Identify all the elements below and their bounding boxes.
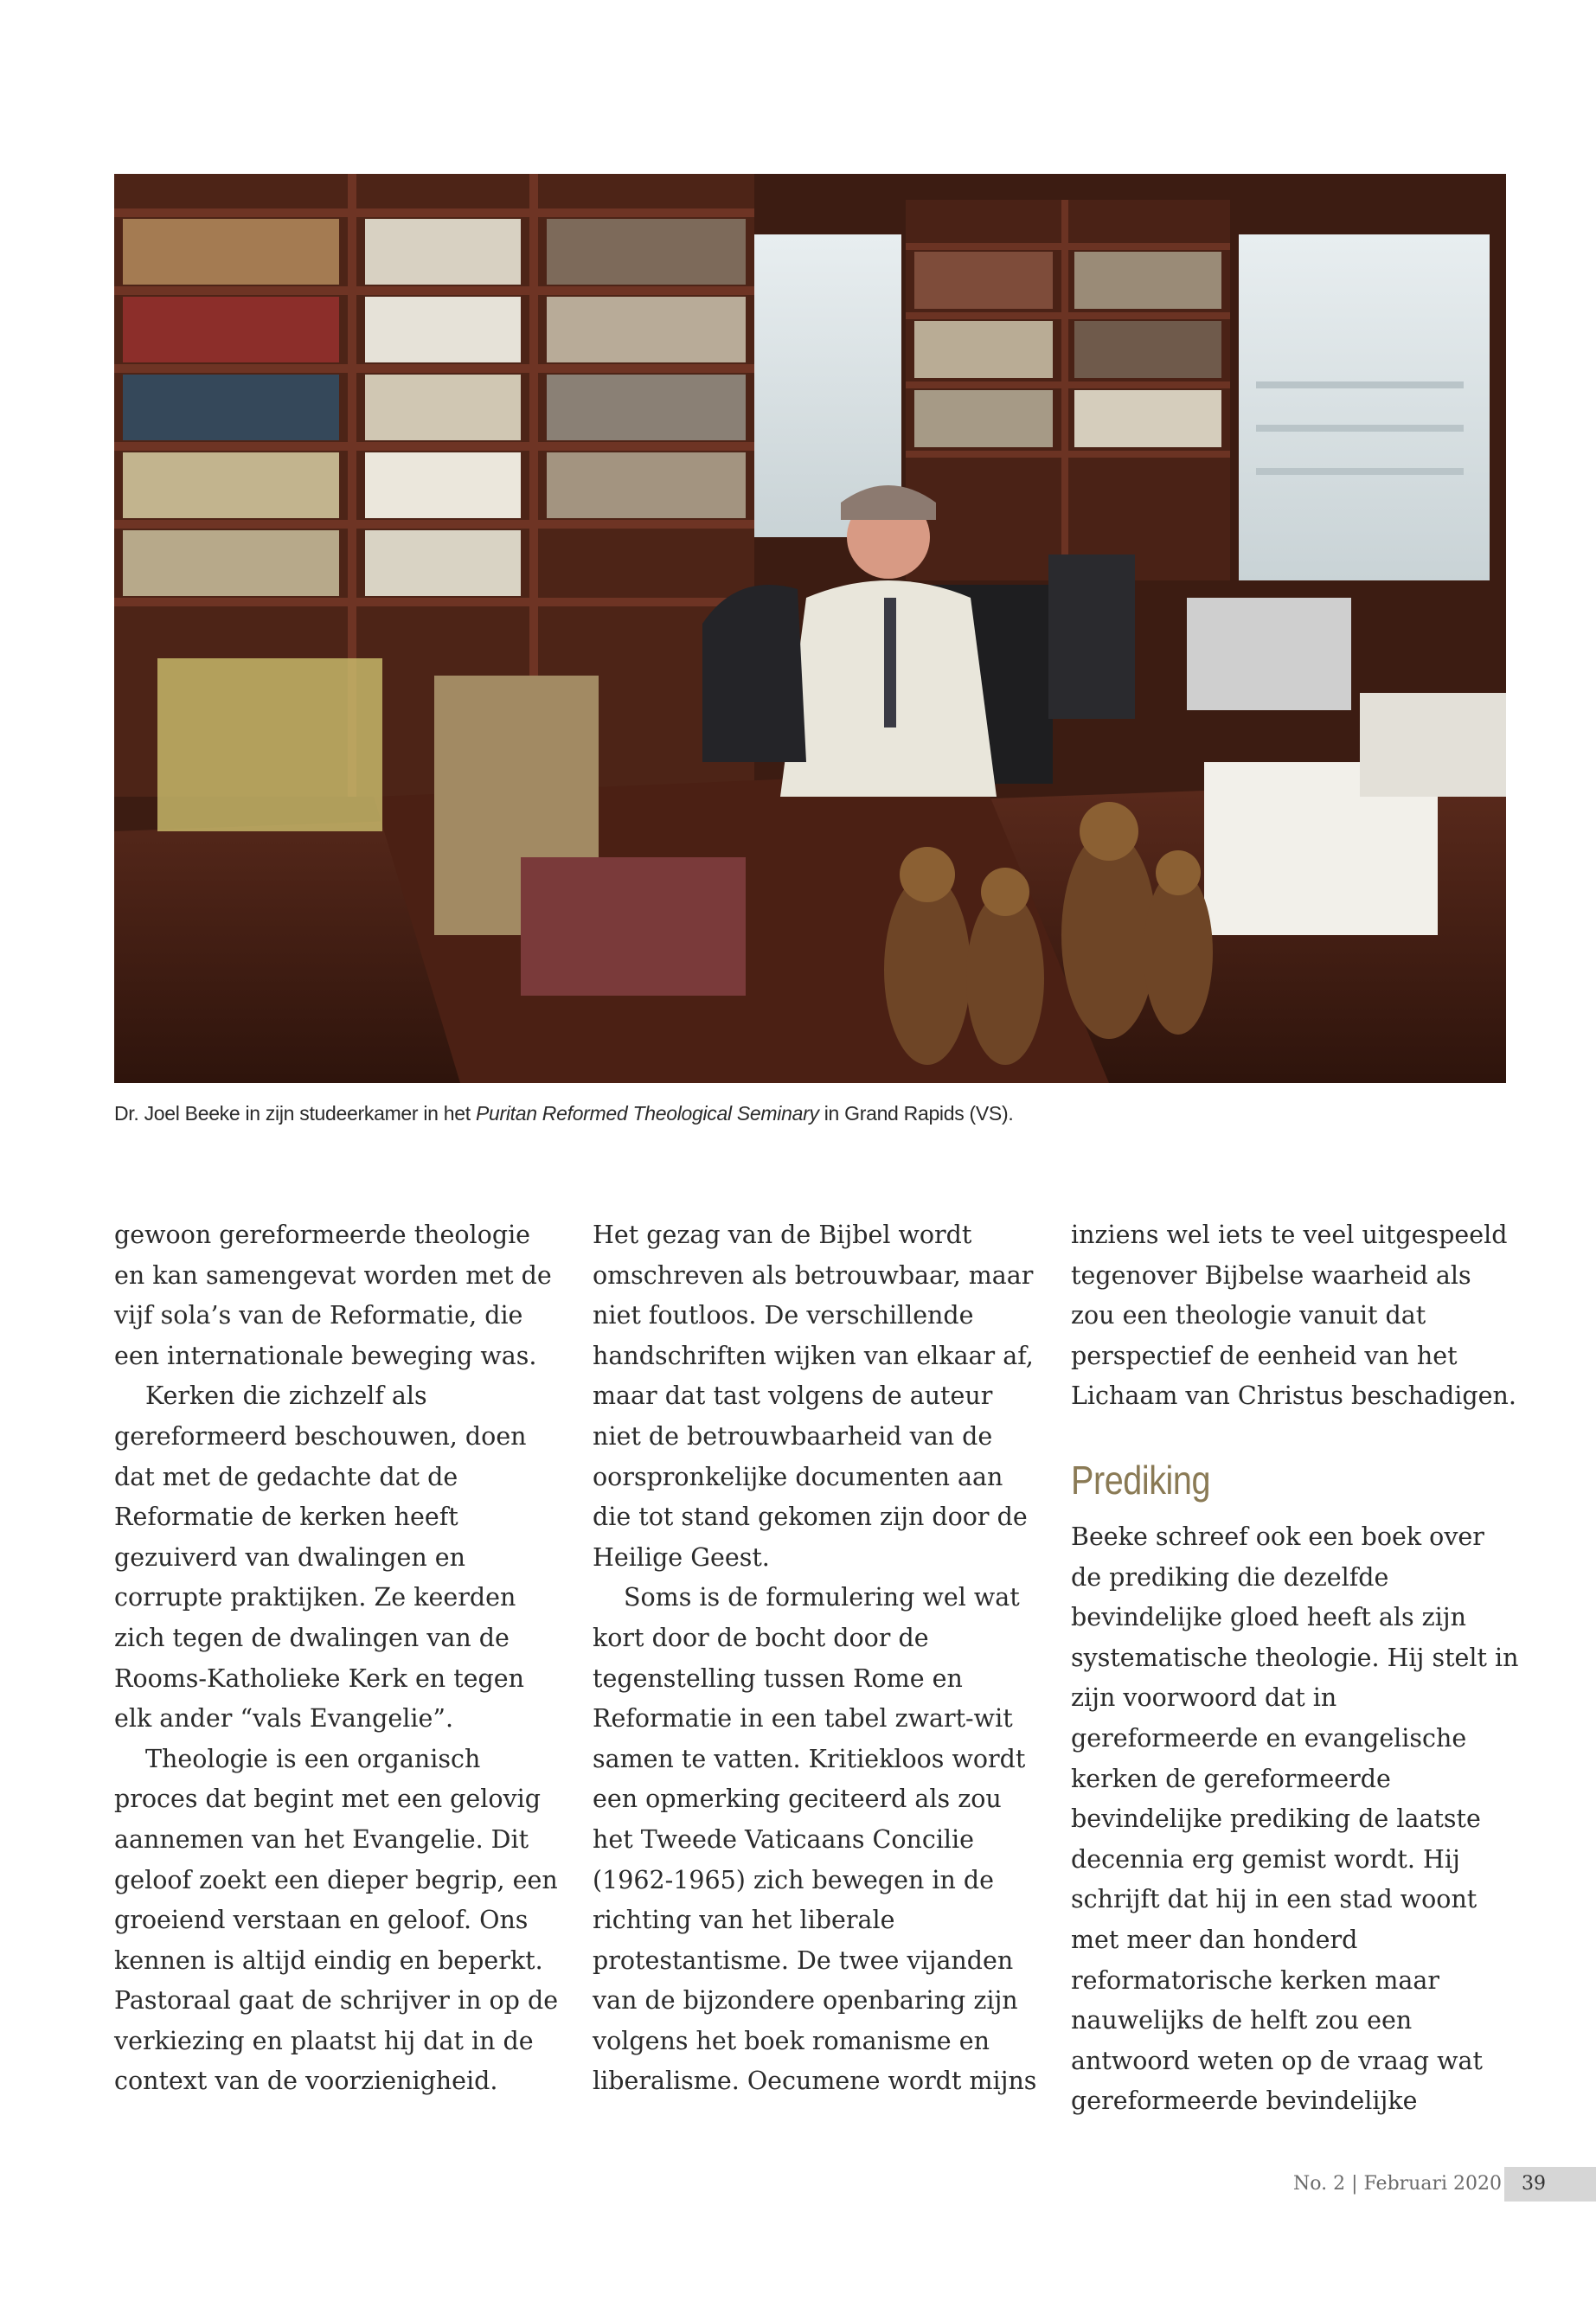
study-room-illustration xyxy=(114,174,1506,1083)
footer-date: Februari 2020 xyxy=(1363,2173,1502,2195)
footer-issue-date xyxy=(1293,2173,1502,2195)
paragraph: gewoon gereformeerde theologie en kan samengevat worden met de vijf sola’s van de Reformatie, die een internationale beweging was. xyxy=(114,1221,552,1370)
page-footer xyxy=(1125,2167,1596,2202)
caption-pre: Dr. Joel Beeke in zijn studeerkamer in het xyxy=(114,1102,476,1125)
page-number-box xyxy=(1504,2167,1596,2202)
paragraph: inziens wel iets te veel uitgespeeld tegenover Bijbelse waarheid als zou een theologie vanuit dat perspectief de eenheid van het Lichaam van Christus beschadigen. xyxy=(1071,1221,1516,1411)
section-heading: Prediking xyxy=(1071,1457,1211,1503)
caption-italic: Puritan Reformed Theological Seminary xyxy=(475,1102,819,1125)
paragraph: Theologie is een organisch proces dat begint met een gelovig aannemen van het Evangelie. Dit geloof zoekt een dieper begrip, een groeiend verstaan en geloof. Ons kennen is altijd eindig en beperkt. Pastoraal gaat de schrijver in op de verkiezing en plaatst hij dat in de context van de voorzienigheid. xyxy=(114,1744,559,2096)
column-3 xyxy=(1071,1215,1521,2122)
paragraph: Kerken die zichzelf als gereformeerd beschouwen, doen dat met de gedachte dat de Reformatie de kerken heeft gezuiverd van dwalingen en corrupte praktijken. Ze keerden zich tegen de dwalingen van de Rooms-Katholieke Kerk en tegen elk ander “vals Evangelie”. xyxy=(114,1381,527,1734)
column-2 xyxy=(593,1215,1042,2102)
column-1 xyxy=(114,1215,564,2102)
paragraph: Soms is de formulering wel wat kort door de bocht door de tegenstelling tussen Rome en Reformatie in een tabel zwart-wit samen te vatten. Kritiekloos wordt een opmerking geciteerd als zou het Tweede Vaticaans Concilie (1962-1965) zich bewegen in de richting van het liberale protestantisme. De twee vijanden van de bijzondere openbaring zijn volgens het boek romanisme en liberalisme. Oecumene wordt mijns xyxy=(593,1583,1037,2096)
paragraph: Beeke schreef ook een boek over de prediking die dezelfde bevindelijke gloed heeft als zijn systematische theologie. Hij stelt in zijn voorwoord dat in gereformeerde en evangelische kerken de gereformeerde bevindelijke prediking de laatste decennia erg gemist wordt. Hij schrijft dat hij in een stad woont met meer dan honderd reformatorische kerken maar nauwelijks de helft zou een antwoord weten op de vraag wat gereformeerde bevindelijke xyxy=(1071,1522,1519,2116)
page-number: 39 xyxy=(1522,2173,1546,2195)
caption-post: in Grand Rapids (VS). xyxy=(818,1102,1014,1125)
photo-caption xyxy=(114,1102,1506,1125)
article-photo xyxy=(114,174,1506,1083)
paragraph: Het gezag van de Bijbel wordt omschreven als betrouwbaar, maar niet foutloos. De verschillende handschriften wijken van elkaar af, maar dat tast volgens de auteur niet de betrouwbaarheid van de oorspronkelijke documenten aan die tot stand gekomen zijn door de Heilige Geest. xyxy=(593,1221,1034,1572)
footer-issue: No. 2 xyxy=(1292,2173,1346,2195)
footer-separator: | xyxy=(1351,2173,1358,2195)
